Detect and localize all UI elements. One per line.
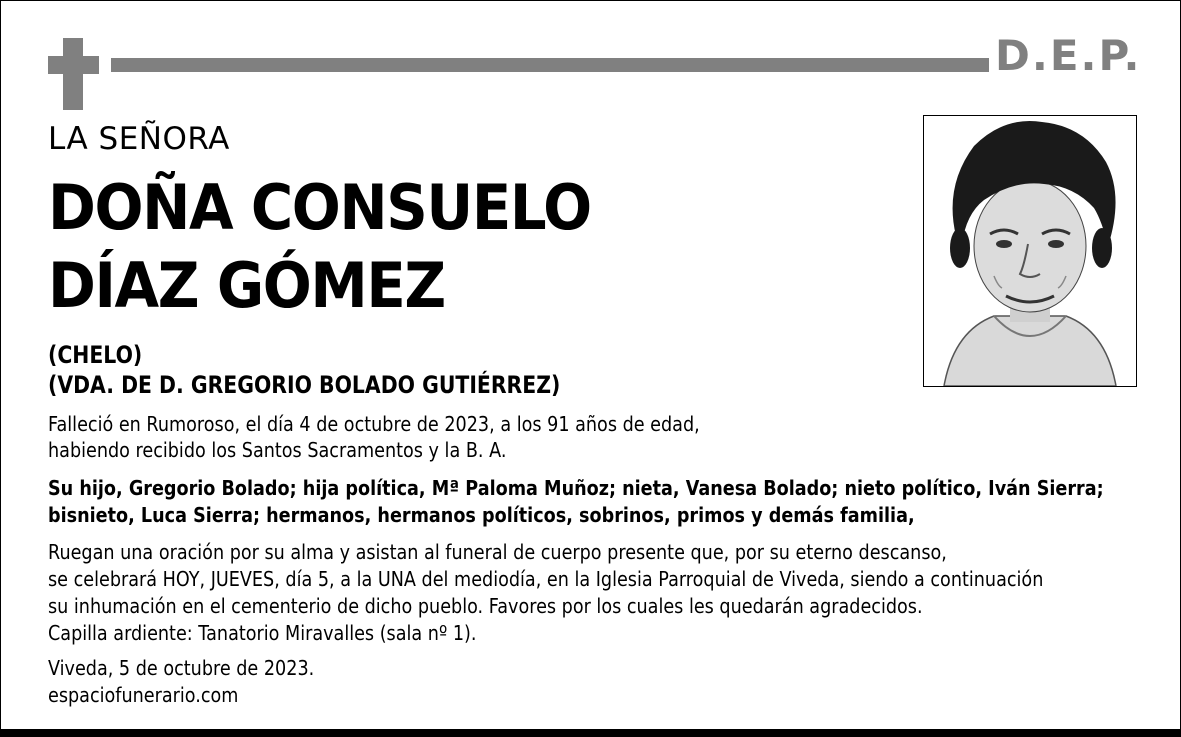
request-line2: se celebrará HOY, JUEVES, día 5, a la UNA del mediodía, en la Iglesia Parroquial de Viveda, siendo a continuación	[48, 567, 1044, 591]
portrait-photo	[923, 115, 1137, 387]
header-rule	[111, 58, 989, 72]
dep-label: D.E.P.	[995, 31, 1142, 80]
request-line1: Ruegan una oración por su alma y asistan al funeral de cuerpo presente que, por su eterno descanso,	[48, 540, 947, 564]
family-line2: bisnieto, Luca Sierra; hermanos, hermanos políticos, sobrinos, primos y demás familia,	[48, 503, 915, 527]
deceased-name-line1: DOÑA CONSUELO	[48, 171, 591, 244]
honorific-title: LA SEÑORA	[48, 121, 230, 157]
widow-of: (VDA. DE D. GREGORIO BOLADO GUTIÉRREZ)	[48, 371, 561, 399]
website: espaciofunerario.com	[48, 683, 239, 707]
death-info-line1: Falleció en Rumoroso, el día 4 de octubre de 2023, a los 91 años de edad,	[48, 412, 700, 436]
family-line1: Su hijo, Gregorio Bolado; hija política, Mª Paloma Muñoz; nieta, Vanesa Bolado; nieto político, Iván Sierra;	[48, 476, 1104, 500]
deceased-name-line2: DÍAZ GÓMEZ	[48, 249, 445, 322]
chapel-info: Capilla ardiente: Tanatorio Miravalles (sala nº 1).	[48, 621, 477, 645]
cross-icon-bar	[48, 56, 99, 74]
portrait-icon	[924, 116, 1136, 386]
death-info-line2: habiendo recibido los Santos Sacramentos y la B. A.	[48, 438, 507, 462]
place-date: Viveda, 5 de octubre de 2023.	[48, 656, 315, 680]
nickname: (CHELO)	[48, 341, 143, 369]
request-line3: su inhumación en el cementerio de dicho pueblo. Favores por los cuales les quedarán agradecidos.	[48, 594, 923, 618]
bottom-border	[1, 729, 1180, 736]
cross-icon	[63, 38, 83, 110]
